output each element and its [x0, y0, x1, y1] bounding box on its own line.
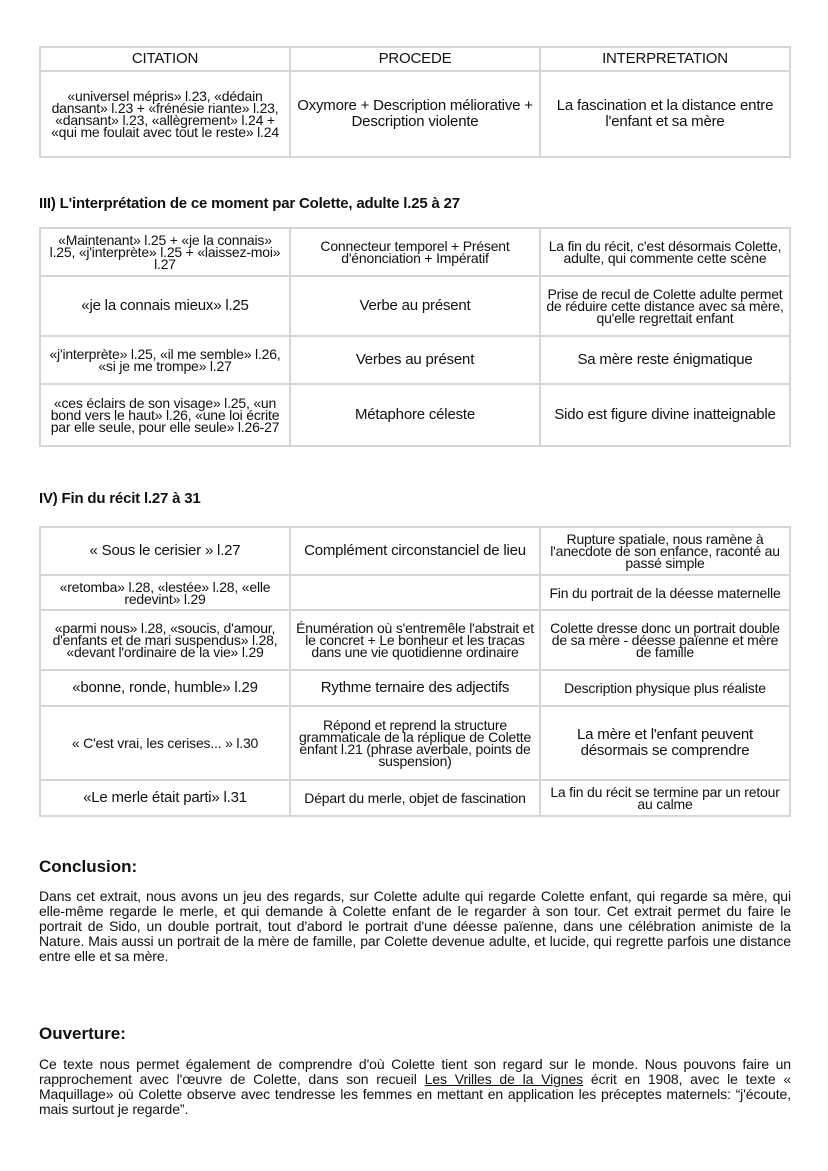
conclusion-heading: Conclusion:	[39, 857, 138, 876]
procede-cell: Oxymore + Description méliorative + Description violente	[290, 71, 540, 157]
interpretation-cell: La fascination et la distance entre l'enfant et sa mère	[540, 71, 790, 157]
citation-cell: «bonne, ronde, humble» l.29	[40, 670, 290, 706]
conclusion-text: Dans cet extrait, nous avons un jeu des regards, sur Colette adulte qui regarde Colette enfant, qui regarde sa mère, qui elle-même regarde le merle, et qui demande à Colette enfant de le regarder à son tour. Cet extrait permet du faire le portrait de Sido, un double portrait, tout d'abord le portrait d'une déesse païenne, dans une célébration animiste de la Nature. Mais aussi un portrait de la mère de famille, par Colette devenue adulte, et lucide, qui regrette parfois une distance entre elle et sa mère.	[39, 888, 791, 964]
procede-cell: Complément circonstanciel de lieu	[290, 527, 540, 575]
procede-cell: Rythme ternaire des adjectifs	[290, 670, 540, 706]
citation-cell: «j'interprète» l.25, «il me semble» l.26, «si je me trompe» l.27	[40, 336, 290, 384]
table-row	[40, 276, 790, 336]
citation-cell: «Le merle était parti» l.31	[40, 780, 290, 816]
citation-cell: «universel mépris» l.23, «dédain dansant» l.23 + «frénésie riante» l.23, «dansant» l.23, «allègrement» l.24 + «qui me foulait avec tout le reste» l.24	[40, 71, 290, 157]
table-row	[40, 336, 790, 384]
procede-cell: Départ du merle, objet de fascination	[290, 780, 540, 816]
citation-cell: «ces éclairs de son visage» l.25, «un bond vers le haut» l.26, «une loi écrite par elle seule, pour elle seule» l.26-27	[40, 384, 290, 446]
interpretation-cell: Prise de recul de Colette adulte permet de réduire cette distance avec sa mère, qu'elle regrettait enfant	[540, 276, 790, 336]
table-row	[40, 575, 790, 610]
procede-cell: Verbes au présent	[290, 336, 540, 384]
citation-cell: «parmi nous» l.28, «soucis, d'amour, d'enfants et de mari suspendus» l.28, «devant l'ordinaire de la vie» l.29	[40, 610, 290, 670]
table-row	[40, 780, 790, 816]
header-citation: CITATION	[40, 47, 290, 71]
procede-cell	[290, 575, 540, 610]
ouverture-heading: Ouverture:	[39, 1024, 126, 1043]
procede-cell: Métaphore céleste	[290, 384, 540, 446]
ouverture-text-before: Ce texte nous permet également de comprendre d'où Colette tient son regard sur le monde. Nous pouvons faire un rapprochement avec l'œuvre de Colette, dans son recueil	[39, 1056, 791, 1087]
interpretation-cell: La fin du récit, c'est désormais Colette, adulte, qui commente cette scène	[540, 228, 790, 276]
table-row	[40, 610, 790, 670]
section-4-heading: IV) Fin du récit l.27 à 31	[39, 490, 201, 507]
interpretation-cell: Sido est figure divine inatteignable	[540, 384, 790, 446]
interpretation-cell: Fin du portrait de la déesse maternelle	[540, 575, 790, 610]
citation-cell: «je la connais mieux» l.25	[40, 276, 290, 336]
ouverture-text-after: écrit en 1908, avec le texte « Maquillage» où Colette observe avec tendresse les femmes en mettant en application les préceptes maternels: “j'écoute, mais surtout je regarde”.	[39, 1071, 791, 1117]
table-header-row	[40, 47, 790, 71]
citation-cell: « C'est vrai, les cerises... » l.30	[40, 706, 290, 780]
interpretation-cell: Rupture spatiale, nous ramène à l'anecdote de son enfance, raconté au passé simple	[540, 527, 790, 575]
interpretation-cell: La fin du récit se termine par un retour au calme	[540, 780, 790, 816]
interpretation-cell: Colette dresse donc un portrait double de sa mère - déesse païenne et mère de famille	[540, 610, 790, 670]
interpretation-cell: Sa mère reste énigmatique	[540, 336, 790, 384]
interpretation-cell: Description physique plus réaliste	[540, 670, 790, 706]
table-row	[40, 228, 790, 276]
book-title: Les Vrilles de la Vignes	[424, 1071, 584, 1087]
section-4-table	[39, 526, 791, 817]
table-row	[40, 527, 790, 575]
table-row	[40, 71, 790, 157]
procede-cell: Énumération où s'entremêle l'abstrait et le concret + Le bonheur et les tracas dans une vie quotidienne ordinaire	[290, 610, 540, 670]
procede-cell: Verbe au présent	[290, 276, 540, 336]
citation-cell: «retomba» l.28, «lestée» l.28, «elle redevint» l.29	[40, 575, 290, 610]
procede-cell: Connecteur temporel + Présent d'énonciation + Impératif	[290, 228, 540, 276]
interpretation-cell: La mère et l'enfant peuvent désormais se comprendre	[540, 706, 790, 780]
table-row	[40, 706, 790, 780]
ouverture-text	[39, 1057, 791, 1117]
section-3-table	[39, 227, 791, 447]
header-procede: PROCEDE	[290, 47, 540, 71]
header-interpretation: INTERPRETATION	[540, 47, 790, 71]
table-row	[40, 384, 790, 446]
procede-cell: Répond et reprend la structure grammaticale de la réplique de Colette enfant l.21 (phrase averbale, points de suspension)	[290, 706, 540, 780]
analysis-table-continued	[39, 46, 791, 158]
section-3-heading: III) L'interprétation de ce moment par Colette, adulte l.25 à 27	[39, 195, 460, 212]
citation-cell: «Maintenant» l.25 + «je la connais» l.25, «j'interprète» l.25 + «laissez-moi» l.27	[40, 228, 290, 276]
citation-cell: « Sous le cerisier » l.27	[40, 527, 290, 575]
table-row	[40, 670, 790, 706]
